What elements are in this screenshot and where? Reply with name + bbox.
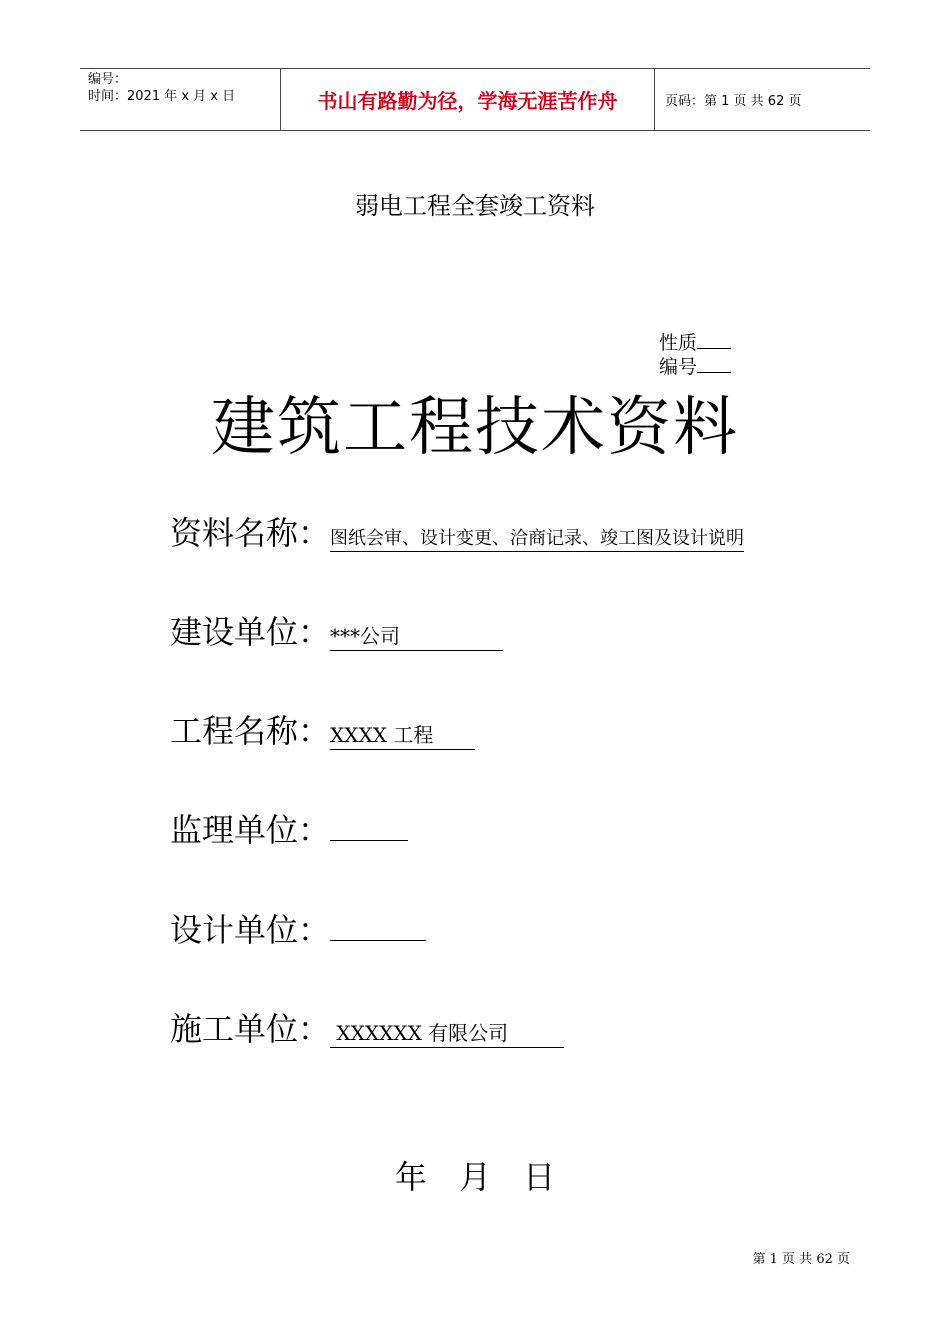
header-motto: 书山有路勤为径，学海无涯苦作舟	[281, 69, 655, 130]
field-construction-unit	[170, 607, 503, 653]
field-value: XXXXXX 有限公司	[330, 1017, 564, 1048]
date-line: 年 月 日	[394, 1158, 556, 1196]
nature-field	[659, 328, 731, 355]
field-value	[330, 917, 426, 941]
header-time-label: 时间：2021 年 x 月 x 日	[88, 89, 236, 104]
page-footer: 第 1 页 共 62 页	[752, 1252, 850, 1267]
main-title: 建筑工程技术资料	[211, 391, 739, 465]
header-page-info: 页码：第 1 页 共 62 页	[665, 94, 802, 109]
field-value: ***公司	[330, 620, 503, 651]
field-project-name	[170, 706, 475, 752]
field-label: 施工单位：	[170, 1010, 331, 1048]
field-supervision-unit	[170, 805, 408, 851]
field-document-name	[170, 508, 744, 554]
field-value: XXXX 工程	[330, 719, 475, 750]
code-label: 编号	[659, 356, 698, 378]
code-blank	[697, 356, 731, 373]
page-header	[80, 68, 870, 131]
document-subtitle: 弱电工程全套竣工资料	[355, 192, 595, 220]
field-value	[330, 817, 408, 841]
field-label: 资料名称：	[170, 514, 331, 552]
code-field	[659, 352, 731, 379]
field-label: 建设单位：	[170, 613, 331, 651]
field-label: 工程名称：	[170, 712, 331, 750]
field-design-unit	[170, 905, 426, 951]
header-number-label: 编号：	[88, 72, 128, 87]
nature-label: 性质	[659, 332, 698, 354]
header-meta	[80, 69, 281, 130]
field-label: 设计单位：	[170, 911, 331, 949]
nature-blank	[697, 332, 731, 349]
field-label: 监理单位：	[170, 811, 331, 849]
field-contractor-unit	[170, 1004, 564, 1050]
field-value: 图纸会审、设计变更、洽商记录、竣工图及设计说明	[330, 524, 744, 552]
